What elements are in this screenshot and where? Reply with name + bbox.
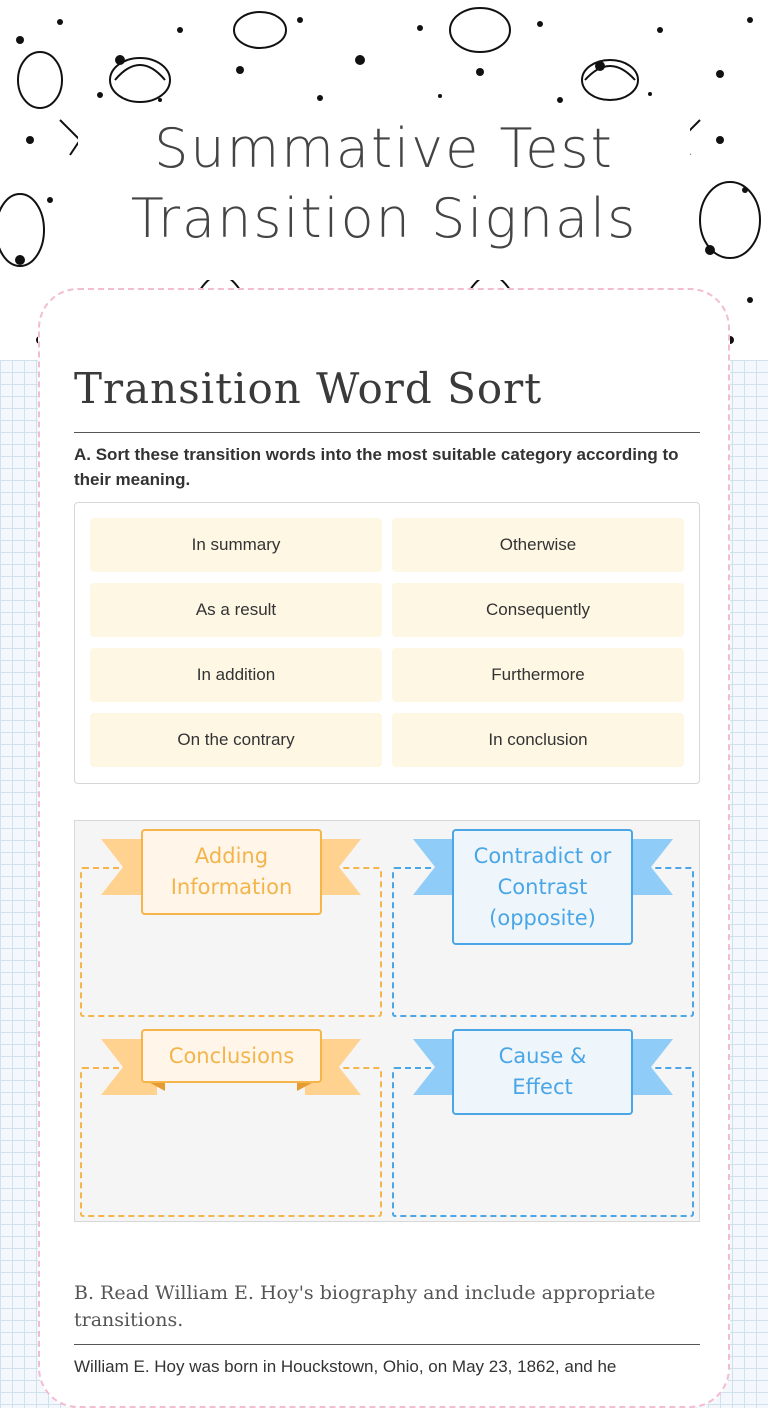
word-chip[interactable]: Otherwise — [392, 518, 684, 572]
divider — [74, 432, 700, 433]
sort-area — [74, 820, 700, 1222]
word-chip[interactable]: In addition — [90, 648, 382, 702]
word-chip[interactable]: On the contrary — [90, 713, 382, 767]
word-chip[interactable]: In summary — [90, 518, 382, 572]
title-box — [78, 110, 690, 280]
category-label-conclusions: Conclusions — [141, 1029, 322, 1083]
word-chip[interactable]: Furthermore — [392, 648, 684, 702]
section-title: Transition Word Sort — [74, 364, 543, 413]
instruction-text: A. Sort these transition words into the most suitable category according to their meaning. — [74, 445, 679, 489]
section-b-heading: B. Read William E. Hoy's biography and include appropriate transitions. — [74, 1282, 656, 1331]
word-chip[interactable]: Consequently — [392, 583, 684, 637]
category-label-adding: Adding Information — [141, 829, 322, 915]
word-bank — [74, 502, 700, 784]
page-title-line-2: Transition Signals — [130, 187, 638, 250]
biography-text: William E. Hoy was born in Houckstown, Ohio, on May 23, 1862, and he — [74, 1357, 617, 1376]
category-label-contrast: Contradict or Contrast (opposite) — [452, 829, 633, 945]
page-title-line-1: Summative Test — [154, 117, 614, 180]
divider — [74, 1344, 700, 1345]
word-chip[interactable]: As a result — [90, 583, 382, 637]
category-label-cause: Cause & Effect — [452, 1029, 633, 1115]
word-chip[interactable]: In conclusion — [392, 713, 684, 767]
worksheet-card — [38, 288, 730, 1408]
